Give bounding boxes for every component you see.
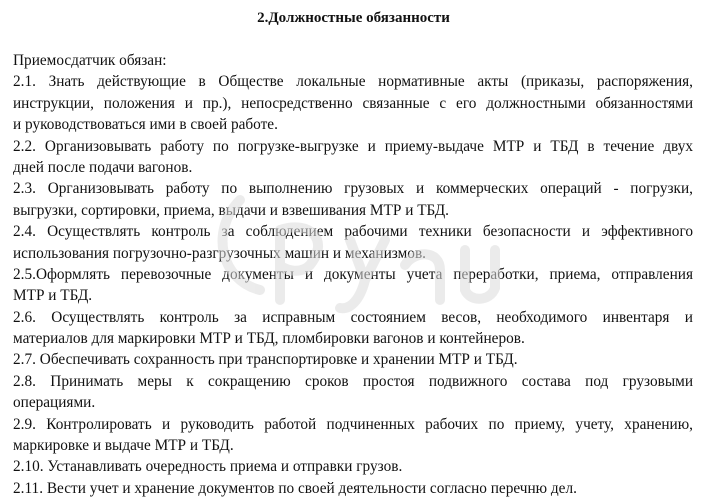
text-line: 2.1. Знать действующие в Обществе локальные нормативные акты (приказы, распоряжения, <box>13 73 693 91</box>
section-title: 2.Должностные обязанности <box>257 10 450 26</box>
document-body <box>13 50 693 499</box>
text-line: дней после подачи вагонов. <box>13 158 193 176</box>
text-line: 2.8. Принимать меры к сокращению сроков простоя подвижного состава под грузовыми <box>13 372 693 390</box>
text-line: операциями. <box>13 394 96 412</box>
text-line: Приемосдатчик обязан: <box>13 52 167 69</box>
text-line: МТР и ТБД. <box>13 287 93 305</box>
text-line: 2.10. Устанавливать очередность приема и отправки грузов. <box>13 458 403 476</box>
text-line: 2.11. Вести учет и хранение документов по своей деятельности согласно перечню дел. <box>13 479 577 497</box>
text-line: материалов для маркировки МТР и ТБД, пломбировки вагонов и контейнеров. <box>13 330 525 348</box>
text-line: 2.9. Контролировать и руководить работой подчиненных рабочих по приему, учету, хранению, <box>13 415 693 433</box>
text-line: 2.4. Осуществлять контроль за соблюдением рабочими техники безопасности и эффективного <box>13 223 693 241</box>
text-line: 2.2. Организовывать работу по погрузке-выгрузке и приему-выдаче МТР и ТБД в течение двух <box>13 137 693 155</box>
text-line: 2.3. Организовывать работу по выполнению грузовых и коммерческих операций - погрузки, <box>13 180 693 198</box>
text-line: использования погрузочно-разгрузочных машин и механизмов. <box>13 244 427 262</box>
text-line: 2.6. Осуществлять контроль за исправным состоянием весов, необходимого инвентаря и <box>13 308 693 326</box>
text-line: инструкции, положения и пр.), непосредственно связанные с его должностными обязанностями <box>13 94 693 112</box>
text-line: выгрузки, сортировки, приема, выдачи и взвешивания МТР и ТБД. <box>13 201 450 219</box>
text-line: и руководствоваться ими в своей работе. <box>13 116 278 134</box>
text-line: маркировке и выдаче МТР и ТБД. <box>13 437 234 455</box>
text-line: 2.7. Обеспечивать сохранность при транспортировке и хранении МТР и ТБД. <box>13 351 518 369</box>
text-line: 2.5.Оформлять перевозочные документы и документы учета переработки, приема, отправления <box>13 265 693 283</box>
